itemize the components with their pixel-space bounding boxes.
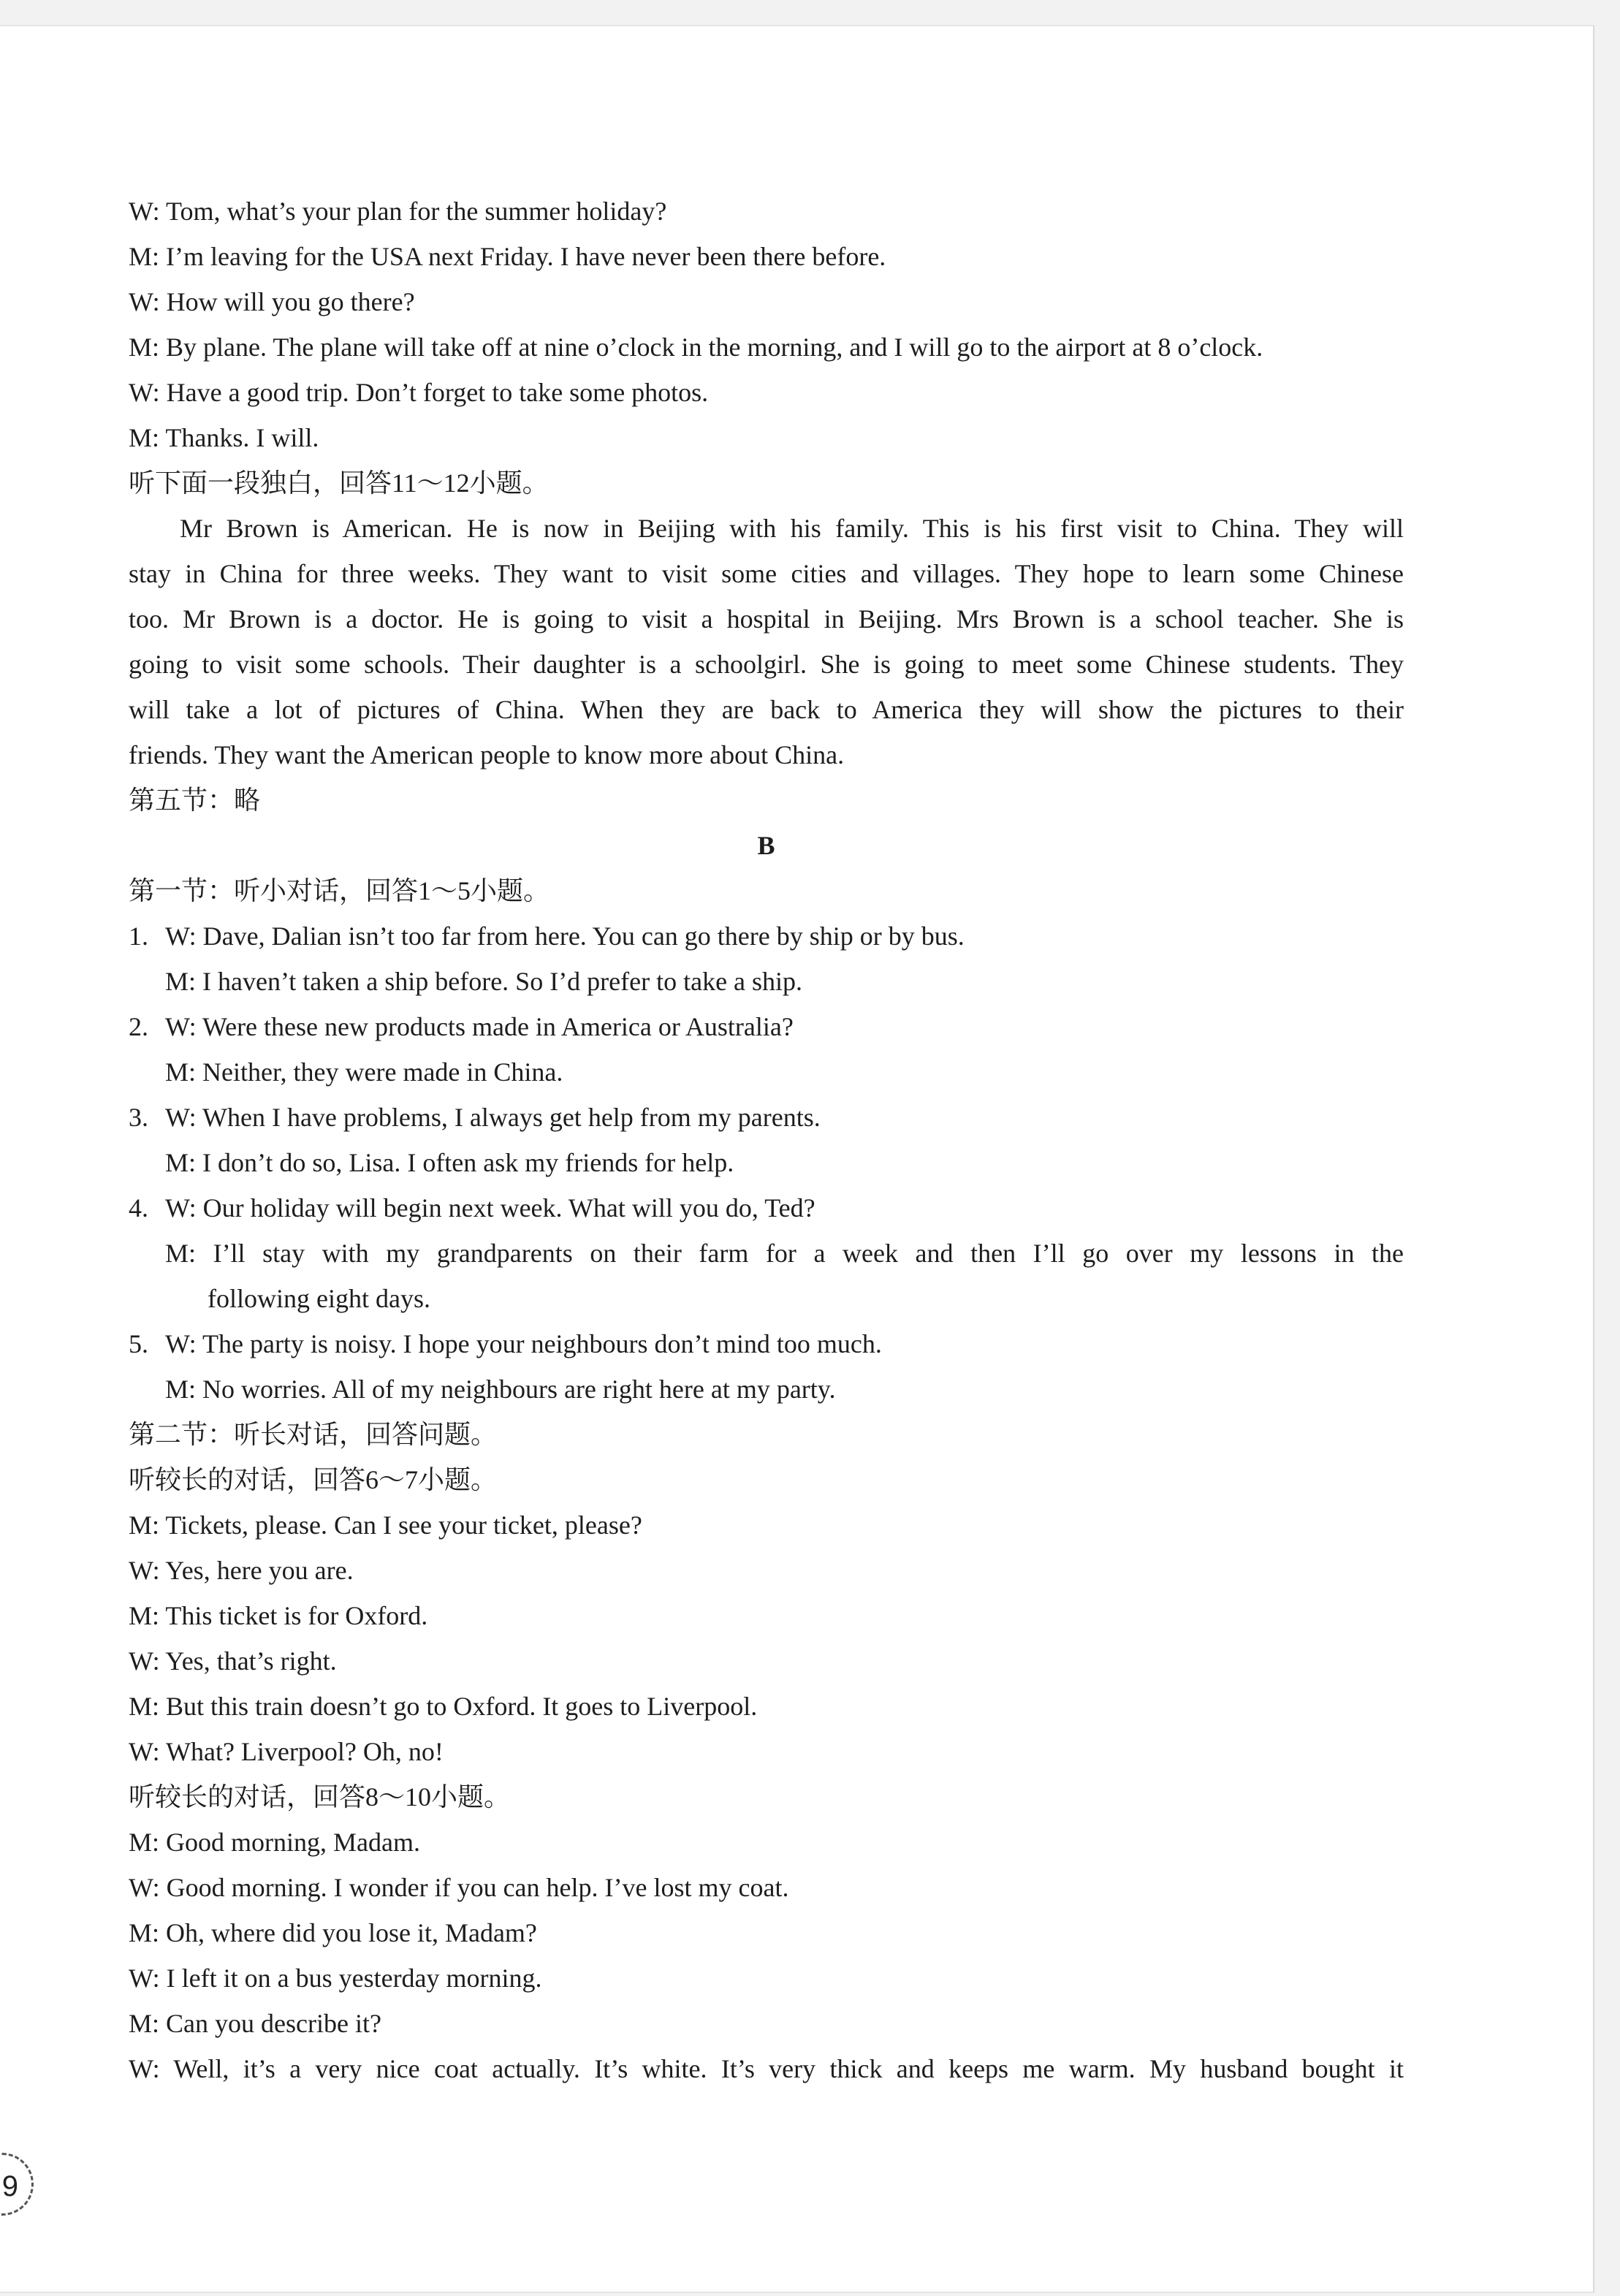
- dialogue-line: M: Good morning, Madam.: [129, 1828, 420, 1857]
- woman-line: W: The party is noisy. I hope your neighbours don’t mind too much.: [165, 1329, 882, 1358]
- dialogue-line: W: Yes, that’s right.: [129, 1646, 337, 1676]
- dialogue-line: M: This ticket is for Oxford.: [129, 1601, 428, 1630]
- item-number: 4.: [129, 1193, 148, 1223]
- monologue-line: too. Mr Brown is a doctor. He is going to visit a hospital in Beijing. Mrs Brown is a school teacher. She is: [129, 604, 1404, 634]
- woman-line: W: Dave, Dalian isn’t too far from here. You can go there by ship or by bus.: [165, 921, 965, 951]
- dialogue-line: W: What? Liverpool? Oh, no!: [129, 1737, 444, 1766]
- list-item: [129, 1185, 1404, 1321]
- monologue-heading: 听下面一段独白，回答11～12小题。: [129, 468, 549, 498]
- monologue-line: Mr Brown is American. He is now in Beijing with his family. This is his first visit to China. They will: [180, 514, 1404, 543]
- dialogue-line: M: Tickets, please. Can I see your ticket, please?: [129, 1510, 642, 1540]
- monologue-line: will take a lot of pictures of China. When they are back to America they will show the pictures to their: [129, 695, 1404, 724]
- dialogue-line: W: Tom, what’s your plan for the summer holiday?: [129, 197, 667, 226]
- dialogue-line: W: Have a good trip. Don’t forget to take some photos.: [129, 378, 709, 407]
- item-number: 3.: [129, 1103, 148, 1132]
- dialogue-section-a: [129, 189, 1404, 460]
- dialogue-line: W: I left it on a bus yesterday morning.: [129, 1964, 542, 1993]
- dialogue-line: M: By plane. The plane will take off at nine o’clock in the morning, and I will go to the airport at 8 o’clock.: [129, 332, 1263, 362]
- part2-heading: 第二节：听长对话，回答问题。: [129, 1420, 498, 1449]
- man-line-first: M: I’ll stay with my grandparents on their farm for a week and then I’ll go over my lessons in the: [165, 1239, 1404, 1268]
- dialogue-line: M: Thanks. I will.: [129, 423, 319, 452]
- man-line: M: I haven’t taken a ship before. So I’d prefer to take a ship.: [165, 967, 803, 996]
- long-dialogue-1: [129, 1502, 1404, 1774]
- list-item: [129, 913, 1404, 1004]
- woman-line: W: When I have problems, I always get help from my parents.: [165, 1103, 821, 1132]
- dialogue-line: W: Yes, here you are.: [129, 1556, 354, 1585]
- man-line: M: I don’t do so, Lisa. I often ask my friends for help.: [165, 1148, 734, 1177]
- long-dialogue-1-heading: 听较长的对话，回答6～7小题。: [129, 1465, 498, 1494]
- long-dialogue-2: [129, 1820, 1404, 2091]
- man-line: [129, 1231, 1404, 1321]
- dialogue-line: M: Can you describe it?: [129, 2009, 381, 2038]
- document-page: [0, 25, 1594, 2293]
- part1-heading: 第一节：听小对话，回答1～5小题。: [129, 876, 550, 905]
- dialogue-line: M: But this train doesn’t go to Oxford. It goes to Liverpool.: [129, 1692, 758, 1721]
- short-dialogues-list: [129, 913, 1404, 1412]
- monologue-line: friends. They want the American people to know more about China.: [129, 740, 845, 769]
- monologue-line: stay in China for three weeks. They want to visit some cities and villages. They hope to learn some Chinese: [129, 559, 1404, 588]
- man-line-continued: following eight days.: [208, 1284, 430, 1313]
- list-item: [129, 1321, 1404, 1412]
- monologue-line: going to visit some schools. Their daughter is a schoolgirl. She is going to meet some Chinese students. They: [129, 650, 1404, 679]
- monologue-paragraph: [129, 506, 1404, 778]
- woman-line: W: Our holiday will begin next week. What will you do, Ted?: [165, 1193, 815, 1223]
- list-item: [129, 1095, 1404, 1185]
- section5-note: 第五节：略: [129, 786, 261, 815]
- man-line: M: No worries. All of my neighbours are right here at my party.: [165, 1375, 836, 1404]
- dialogue-line: W: Good morning. I wonder if you can help. I’ve lost my coat.: [129, 1873, 789, 1902]
- page-number-badge: 9: [0, 2153, 34, 2216]
- long-dialogue-2-heading: 听较长的对话，回答8～10小题。: [129, 1782, 511, 1812]
- list-item: [129, 1004, 1404, 1095]
- man-line: M: Neither, they were made in China.: [165, 1057, 563, 1087]
- dialogue-line: M: Oh, where did you lose it, Madam?: [129, 1918, 537, 1947]
- page-content: [129, 189, 1404, 2091]
- item-number: 2.: [129, 1012, 148, 1041]
- dialogue-line: W: Well, it’s a very nice coat actually. It’s white. It’s very thick and keeps me warm. My husband bought it: [129, 2054, 1404, 2083]
- dialogue-line: M: I’m leaving for the USA next Friday. I have never been there before.: [129, 242, 886, 271]
- part-b-title: B: [757, 831, 775, 860]
- item-number: 5.: [129, 1329, 148, 1358]
- dialogue-line: W: How will you go there?: [129, 287, 415, 316]
- woman-line: W: Were these new products made in America or Australia?: [165, 1012, 794, 1041]
- item-number: 1.: [129, 921, 148, 951]
